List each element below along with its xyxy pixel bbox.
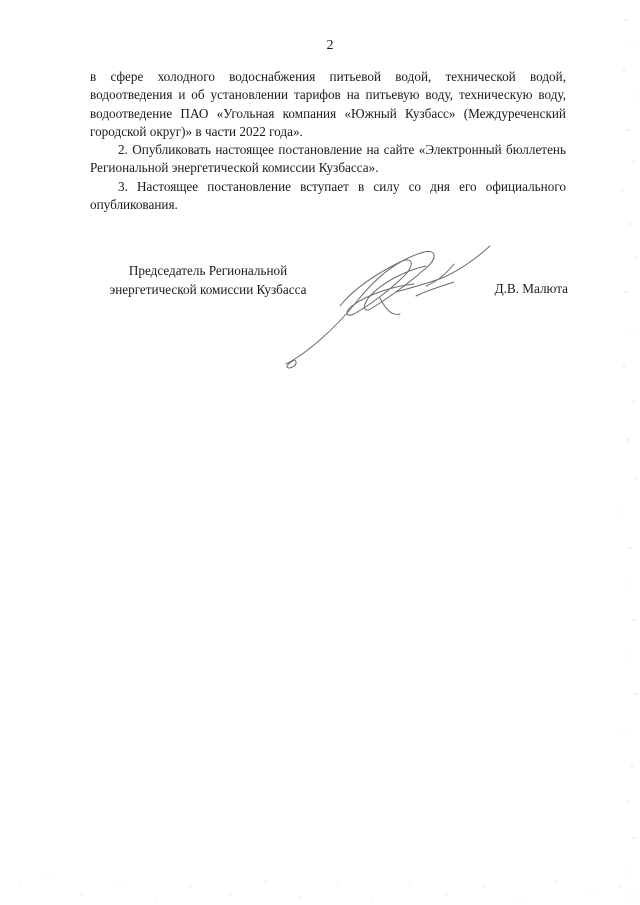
scan-dot-texture-bottom bbox=[0, 825, 640, 905]
signatory-title-line2: энергетической комиссии Кузбасса bbox=[109, 281, 307, 297]
paragraph-publish: 2. Опубликовать настоящее постановление на сайте «Электронный бюллетень Региональной энергетической комиссии Кузбасса». bbox=[90, 142, 566, 176]
signatory-name: Д.В. Малюта bbox=[494, 281, 568, 296]
signatory-title-line1: Председатель Региональной bbox=[128, 263, 288, 278]
paragraph-continuation: в сфере холодного водоснабжения питьевой водой, технической водой, водоотведения и об установлении тарифов на питьевую воду, техническую воду, водоотведение ПАО «Угольная компания «Южный Кузбасс» (Междуреченский городской округ)» в части 2022 года». bbox=[90, 69, 566, 139]
scan-dot-texture-edge bbox=[566, 0, 640, 905]
document-body bbox=[90, 68, 566, 214]
paragraph-effective: 3. Настоящее постановление вступает в силу со дня его официального опубликования. bbox=[90, 178, 566, 213]
handwritten-signature bbox=[276, 236, 506, 376]
page-number: 2 bbox=[326, 38, 334, 53]
